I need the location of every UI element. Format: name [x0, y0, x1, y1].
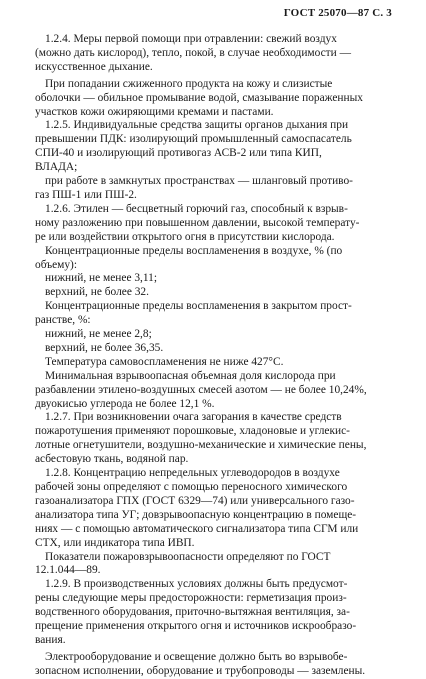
text-line: ре или воздействии открытого огня в присутствии кислорода. — [35, 230, 335, 243]
text-line: 12.1.044—89. — [35, 564, 101, 577]
text-line: верхний, не более 36,35. — [45, 341, 164, 354]
text-line: 1.2.9. В производственных условиях должны быть предусмот- — [45, 578, 348, 591]
text-line: газоанализатора ГПХ (ГОСТ 6329—74) или универсального газо- — [35, 494, 355, 507]
text-line: СПИ-40 и изолирующий противогаз АСВ-2 или типа КИП, — [35, 147, 322, 160]
text-line: лотные огнетушители, воздушно-механические и химические пены, — [35, 439, 367, 452]
text-line: анализатора типа УГ; довзрывоопасную концентрацию в помеще- — [35, 508, 357, 521]
text-line: участков кожи ожиряющими кремами и пастами. — [35, 105, 274, 118]
text-line: ниях — с помощью автоматического сигнализатора типа СГМ или — [35, 522, 359, 535]
text-line: искусственное дыхание. — [35, 60, 153, 73]
text-line: зопасном исполнении, оборудование и трубопроводы — заземлены. — [35, 664, 366, 677]
text-line: 1.2.8. Концентрацию непредельных углеводородов в воздухе — [45, 467, 340, 480]
text-line: нижний, не менее 2,8; — [45, 328, 152, 341]
text-line: рабочей зоны определяют с помощью переносного химического — [35, 481, 348, 493]
document-body — [35, 33, 391, 679]
text-line: 1.2.7. При возникновении очага загорания в качестве средств — [45, 411, 342, 424]
text-line: Концентрационные пределы воспламенения в закрытом прост- — [45, 300, 352, 313]
text-line: асбестовую ткань, водяной пар. — [35, 453, 189, 466]
text-line: пожаротушения применяют порошковые, хладоновые и углекис- — [35, 425, 350, 438]
text-line: двуокисью углерода не более 12,1 %. — [35, 397, 215, 410]
text-line: ранстве, %: — [35, 314, 91, 327]
text-line: рены следующие меры предосторожности: герметизация произ- — [35, 592, 347, 605]
text-line: газ ПШ-1 или ПШ-2. — [35, 188, 137, 201]
page-header: ГОСТ 25070—87 С. 3 — [283, 7, 392, 19]
text-line: Электрооборудование и освещение должно быть во взрывобе- — [45, 650, 348, 663]
text-line: ВЛАДА; — [35, 161, 78, 174]
text-line: оболочки — обильное промывание водой, смазывание пораженных — [35, 91, 363, 104]
text-line: Минимальная взрывоопасная объемная доля кислорода при — [45, 369, 336, 382]
text-line: Температура самовоспламенения не ниже 427°С. — [45, 355, 284, 368]
text-line: Концентрационные пределы воспламенения в воздухе, % (по — [45, 244, 343, 257]
text-line: ному разложению при повышенном давлении, высокой температу- — [35, 216, 360, 229]
text-line: При попадании сжиженного продукта на кожу и слизистые — [45, 77, 333, 90]
text-line: 1.2.6. Этилен — бесцветный горючий газ, способный к взрыв- — [45, 202, 348, 215]
text-line: вания. — [35, 633, 66, 646]
text-line: при работе в замкнутых пространствах — шланговый противо- — [45, 175, 353, 188]
text-line: 1.2.5. Индивидуальные средства защиты органов дыхания при — [45, 119, 349, 132]
text-line: превышении ПДК: изолирующий промышленный самоспасатель — [35, 133, 352, 146]
text-line: объему): — [35, 258, 78, 271]
text-line: прещение применения открытого огня и источников искрообразо- — [35, 620, 357, 633]
text-line: разбавлении этилено-воздушных смесей азотом — не более 10,24%, — [35, 383, 367, 396]
text-line: СТХ, или индикатора типа ИВП. — [35, 536, 195, 549]
text-line: нижний, не менее 3,11; — [45, 272, 158, 285]
text-line: водственного оборудования, приточно-вытяжная вентиляция, за- — [35, 606, 350, 619]
text-line: верхний, не более 32. — [45, 286, 149, 299]
text-line: 1.2.4. Меры первой помощи при отравлении: свежий воздух — [45, 33, 337, 45]
text-line: (можно дать кислород), тепло, покой, в случае необходимости — — [35, 46, 351, 59]
text-line: Показатели пожаровзрывоопасности определяют по ГОСТ — [45, 550, 331, 563]
